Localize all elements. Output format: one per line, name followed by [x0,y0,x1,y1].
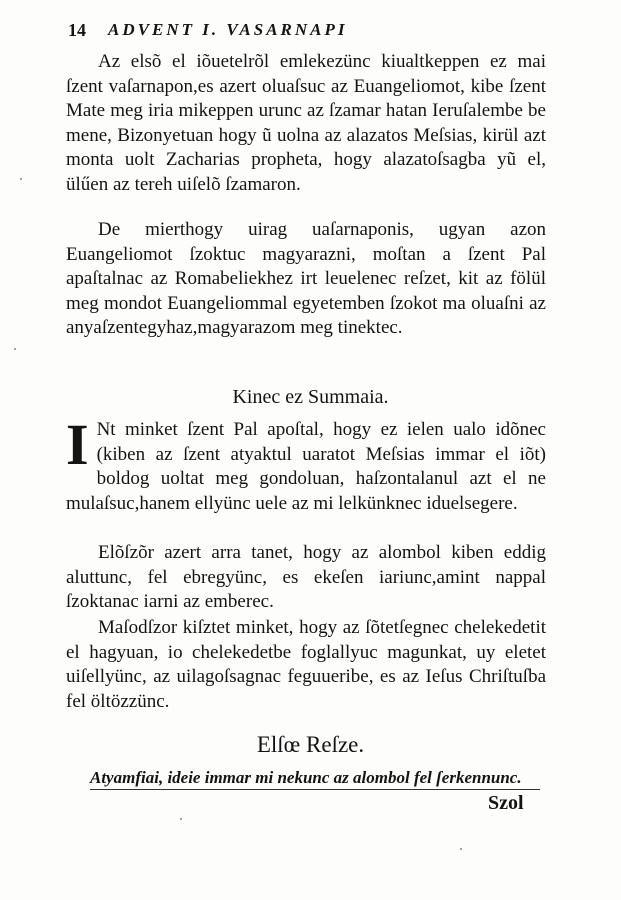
summaria-paragraph-block [66,412,546,516]
page-number: 14 [68,20,86,40]
running-head: ADVENT I. VASARNAPI [108,20,348,39]
first-point-paragraph: Elõſzõr azert arra tanet, hogy az alombol kiben eddig aluttunc, fel ebregyünc, es ekeſen iariunc,amint nappal ſzoktanac iarni az emberec. [66,542,546,612]
catchword: Szol [488,792,524,814]
page-header [68,18,548,44]
summaria-heading: Kinec ez Summaia. [232,386,389,408]
print-speck [20,178,22,180]
scripture-quote: Atyamfiai, ideie immar mi nekunc az alombol fel ſerkennunc. [90,768,540,790]
mierthogy-paragraph: De mierthogy uirag uaſarnaponis, ugyan azon Euangeliomot ſzoktuc magyarazni, moſtan a ſzent Pal apaſtalnac az Romabeliekhez irt leuelenec reſzet, kit az fölül meg mondot Euangeliommal egyetemben ſzokot ma oluaſni az anyaſzentegyhaz,magyarazom meg tinektec. [66,219,546,338]
print-speck [180,818,182,820]
second-point-paragraph: Maſodſzor kiſztet minket, hogy az ſõtetſegnec chelekedetit el hagyuan, io chelekedetbe foglallyuc magunkat, uy eletet uiſellyünc, az uilagoſsagnac feguueribe, es az Ieſus Chriſtuſba fel öltözzünc. [66,617,546,712]
drop-cap: I [66,412,89,477]
section-heading: Elſœ Reſze. [256,732,365,757]
second-point-block [66,616,546,714]
intro-paragraph: Az elsõ el iõuetelrõl emlekezünc kiualtkeppen ez mai ſzent vaſarnapon,es azert oluaſsuc az Euangeliomot, kibe ſzent Mate meg iria mikeppen urunc az ſzamar hatan Ieruſalembe be mene, Bizonyetuan hogy ũ uolna az alazatos Meſsias, kirül azt monta uolt Zacharias propheta, hogy alazatoſsagba yũ el, ülűen az tereh uiſelõ ſzamaron. [66,51,546,195]
mierthogy-paragraph-block [66,218,546,341]
intro-paragraph-block [66,50,546,197]
print-speck [460,848,462,850]
summaria-paragraph: Nt minket ſzent Pal apoſtal, hogy ez ielen ualo idõnec (kiben az ſzent atyaktul uaratot Meſsias immar el iõt) boldog uoltat meg gondoluan, haſzontalanul azt el ne mulaſsuc,hanem ellyünc uele az mi lelkünknec iduelsegere. [66,419,546,514]
first-point-block [66,541,546,615]
print-speck [14,348,16,350]
